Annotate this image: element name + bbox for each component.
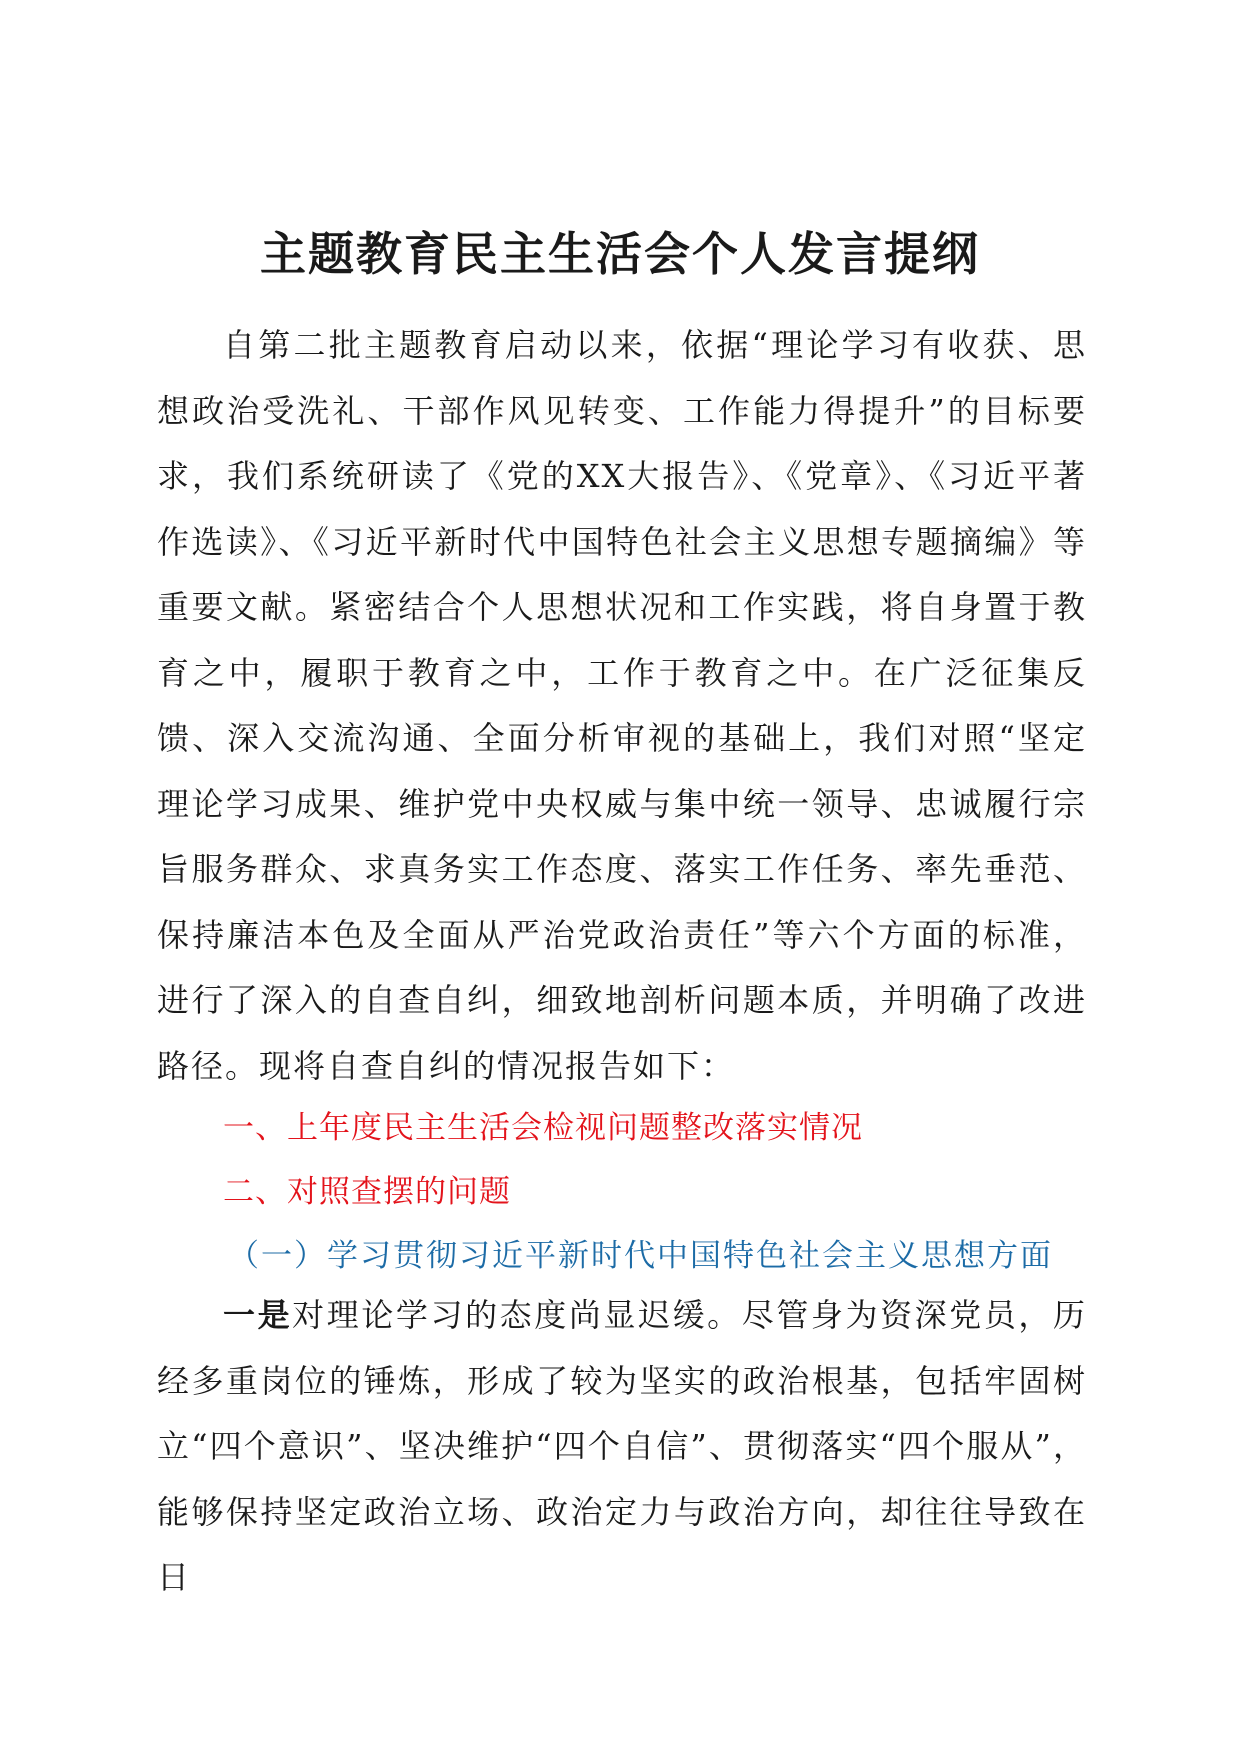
- intro-paragraph: 自第二批主题教育启动以来，依据“理论学习有收获、思想政治受洗礼、干部作风见转变、工作能力得提升”的目标要求，我们系统研读了《党的XX大报告》、《党章》、《习近平著作选读》、《习近平新时代中国特色社会主义思想专题摘编》等重要文献。紧密结合个人思想状况和工作实践，将自身置于教育之中，履职于教育之中，工作于教育之中。在广泛征集反馈、深入交流沟通、全面分析审视的基础上，我们对照“坚定理论学习成果、维护党中央权威与集中统一领导、忠诚履行宗旨服务群众、求真务实工作态度、落实工作任务、率先垂范、保持廉洁本色及全面从严治党政治责任”等六个方面的标准，进行了深入的自查自纠，细致地剖析问题本质，并明确了改进路径。现将自查自纠的情况报告如下：: [157, 326, 1087, 1085]
- section-heading-1: 一、上年度民主生活会检视问题整改落实情况: [223, 1110, 863, 1146]
- section-heading-2: 二、对照查摆的问题: [223, 1174, 511, 1210]
- point-1-paragraph: [157, 1283, 1087, 1611]
- point-1-text: 对理论学习的态度尚显迟缓。尽管身为资深党员，历经多重岗位的锤炼，形成了较为坚实的政治根基，包括牢固树立“四个意识”、坚决维护“四个自信”、贯彻落实“四个服从”，能够保持坚定政治立场、政治定力与政治方向，却往往导致在日: [157, 1296, 1087, 1596]
- subsection-heading-1: （一）学习贯彻习近平新时代中国特色社会主义思想方面: [228, 1238, 1053, 1274]
- document-title: 主题教育民主生活会个人发言提纲: [260, 227, 980, 281]
- point-1-lead: 一是: [223, 1296, 293, 1334]
